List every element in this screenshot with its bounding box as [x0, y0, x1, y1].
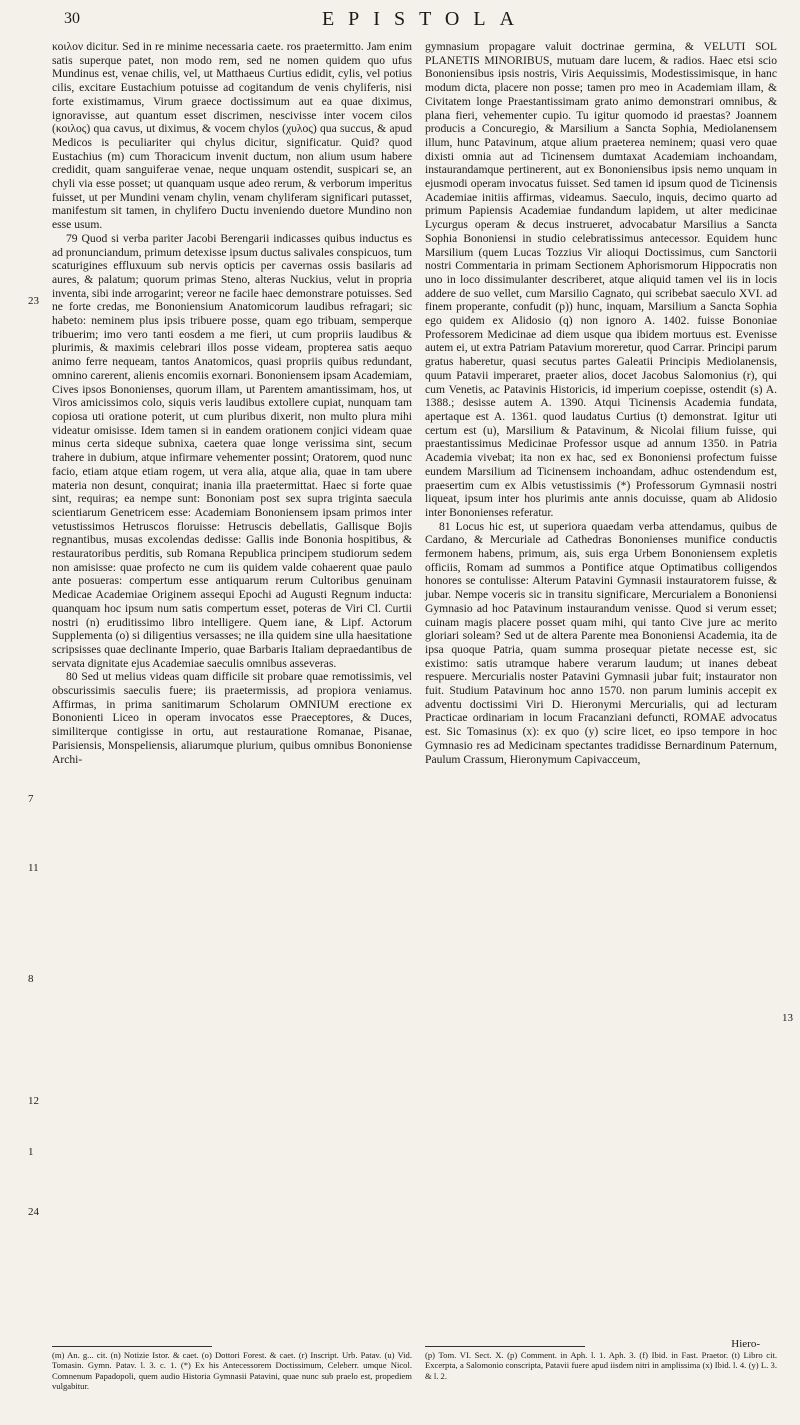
footnotes-left: (m) An. g... cit. (n) Notizie Istor. & caet. (o) Dottori Forest. & caet. (r) Inscript. Urb. Patav. (u) Vid. Tomasin. Gymn. Patav. l. 3. c. 1. (*) Ex his Antecessorem Doctissimum, Celeberr. umque Nicol. Comnenum Papadopoli, quem audio Historia Gymnasii Patavini, quae nunc sub praelo est, propediem vulgabitur.	[52, 1350, 412, 1392]
catchword: Hiero-	[731, 1338, 760, 1350]
paragraph: 79 Quod si verba pariter Jacobi Berengarii indicasses quibus inductus es ad pronunciandum, primum detexisse ipsum ductus salivales conspicuos, tum scaturigines effluxuum sub nervis opticis per cavernas ossis basilaris ad aures, & palatum; quorum primas Steno, alteras Nuckius, velut in propria inventa, sibi inde arrogarint; vereor ne facile haec demonstrare potuisses. Sed ne forte credas, me Bononiensium Anatomicorum laudibus refragari; sic habeto: neminem plus ipsis tribuere posse, quam ego tribuam, semperque tribuerim; imo vero tanti eosdem a me fieri, ut cum propriis laudibus & plurimis, & maximis celebrari illos posse videam, propterea satis aequo animo ferre nequeam, tantos Anatomicos, quasi propriis quibus redundant, omnino carerent, alienis encomiis exornari. Bononiensem ipsam Academiam, Cives ipsos Bononienses, quorum illam, ut Parentem amantissimam, hos, ut Viros amicissimos colo, siquis veris laudibus extollere cupiat, nunquam tam copiosa uti oratione poterit, ut cum pluribus dixerit, non multo plura mihi videatur omisisse. Idem tamen si in eandem orationem conjici videam quae minus certa sideque subnixa, caetera quae longe verissima sint, secum trahere in dubium, atque infirmare vehementer possint; Oratorem, quod nunc facio, etiam atque etiam rogem, ut vera alia, atque alia, quae in tam ubere materia non desunt, conquirat; inania illa praetermittat. Haec si forte quae sint, requiras; ea nempe sunt: Bononiam post sex supra triginta saecula scientiarum Genetricem esse: Academiam Bononiensem ipsam primos inter vetustissimos Hetruscos floruisse: Hetruscis debellatis, Gallisque Bojis regnantibus, musas excolendas dedisse: Gallis inde Bononia hospitibus, & restauratoribus perditis, sub Romana Republica principem studiorum sedem non amisisse: quae profecto ne cum iis quidem valde cohaerent quae paulo ante posueras: compertum esse antiquarum rerum Cultoribus genuinam Medicae Academiae Originem assequi Epochi ad Augusti Regnum inducta: quanquam hoc ipsum num satis compertum esset, poteras de Viri Cl. Curtii nostri (n) eruditissimo libro intelligere. Quem iane, & Lipf. Actorum Supplementa (o) si diligentius versasses; ne illa quidem sine ulla haesitatione scripsisses quae declinante Imperio, quae Barbaris Italiam depraedantibus de servata dignitate ejus Academiae saeculis omnibus asseveras.	[52, 231, 412, 670]
paragraph: gymnasium propagare valuit doctrinae germina, & VELUTI SOL PLANETIS MINORIBUS, mutuam dare lucem, & radios. Haec etsi scio Bononiensibus ipsis nostris, Viris Aequissimis, Modestissimisque, in hanc modum dicta, placere non posse; tamen pro meo in Academiam illam, & Civitatem longe Praestantissimam grato animo demonstrari omnibus, & plana fieri, vehementer cupio. Tu igitur quomodo id praestas? Joannem producis a Concuregio, & Marsilium a Sancta Sophia, Mediolanensem illum, hunc Patavinum, atque alium praeterea neminem; quasi vero quae dixisti omnia aut ad Ticinensem dumtaxat Academiam inchoandam, instaurandamque pertinerent, aut ex Bononiensibus ipsis nemo unquam in ejusmodi operam invocatus fuisset. Sed tamen id ipsum quod de Ticinensis Academiae initiis affirmas, videamus. Saeculo, inquis, decimo quarto ad primum Papiensis Academiae fundandum lapidem, ut alter medicinae Lycurgus operam & decus instrueret, advocabatur Marsilius a Sancta Sophia Bononiensi in studio celebratissimus antecessor. Equidem hunc Marsilium (quem Lucas Tozzius Vir alioqui Doctissimus, cum Sanctorii nostri Commentaria in primam Sectionem Aphorismorum Hippocratis non uno in loco dissimulanter describeret, atque aliquid tamen vel iis in locis addere de suo vellet, cum Marsilio Cagnato, qui scribebat saeculo XVI. ad finem properante, confudit (p)) hunc, inquam, Marsilium a Sancta Sophia ego quidem ex Alidosio (q) non ignoro A. 1402. fuisse Bononiae Professorem Medicinae ad diem usque qua ibidem mortuus est. Evenisse autem ei, ut extra Patriam Patavium moreretur, quod Carrar. Principi parum gratus haberetur, quasi secutus partes Galeatii Principis Mediolanensis, quum Patavii imperaret, praeter alios, docet Jacobus Salomonius (r), qui cum Venetis, ac Patavinis Historicis, id imperium coepisse, ostendit (s) A. 1388.; desisse autem A. 1390. Atqui Ticinensis Academia fundata, apertaque est A. 1361. quod laudatus Curtius (t) demonstrat. Igitur uti certum est (u), Marsilium & Patavinum, & Nicolai filium fuisse, qui praestantissimus Medicinae Professor usque ad annum 1350. in Patria Academia vivebat; ita non ex hac, sed ex Bononiensi profectum fuisse eundem Marsilium ad Ticinensem inchoandam, adhuc ostendendum est, praesertim cum ex Albis vetustissimis (*) Professorum Gymnasii nostri liqueat, ipsum inter hos plurimis ante annis docuisse, quam ab Alidosio inter Bononienses referatur.	[425, 40, 777, 519]
running-title: EPISTOLA	[321, 8, 529, 30]
margin-number: 1	[28, 1146, 34, 1158]
margin-number: 13	[782, 1012, 793, 1024]
paragraph: κοιλον dicitur. Sed in re minime necessaria caete. ros praetermitto. Jam enim satis superque patet, non modo rem, sed ne nomen quidem quo ufus Mundinus est, venae chilis, vel, ut Matthaeus Curtius edidit, cylis, vel potius cilis, excitare Eustachium potuisse ad cogitandum de venis chyliferis, nisi forte existimamus, Virum graece doctissimum aut ea quae diximus, ignoravisse, aut quantum esset discrimen, nescivisse inter vocem cilos (κοιλος) qua cavus, ut diximus, & vocem chylos (χυλος) qua succus, & apud Medicos is peculiariter qui chylus dicitur, significatur. Quid? quod Eustachius (m) cum Thoracicum invenit ductum, non alium usum habere credidit, quam sanguiferae venae, neque unquam ostendit, suspicari se, an chyli via esse posset; ut quanquam usque adeo rerum, & verborum imperitus fuisset, ut per Mundini venam chylin, venam chyliferam significari putasset, manifestum sit tamen, in chylifero Ductu inveniendo duetore Mundino non esse usum.	[52, 40, 412, 232]
running-header	[60, 8, 760, 38]
margin-number: 24	[28, 1206, 39, 1218]
paragraph: 81 Locus hic est, ut superiora quaedam verba attendamus, quibus de Cardano, & Mercuriale ad Cathedras Bononienses munifice conductis fermonem habens, primum, ais, suis erga Urbem Bononiensem expletis officiis, Romam ad summos a Pontifice atque Optimatibus colligendos honores se contulisse: Alterum Patavini Gymnasii instauratorem fuisse, & jubar. Nempe voceris sic in transitu significare, Mercurialem a Bononiensi Gymnasio ad hoc Patavinum instaurandum venisse. Quod si verum esset; cuinam magis placere posset quam mihi, qui tanto Cive jure ac merito gloriari soleam? Sed ut de altera Parente mea Bononiensi Academia, ita de ipsa quoque Patria, quam summa prosequar pietate necesse est, sic existimo: satis utramque habere verarum laudum; ut inanes debeat respuere. Mercurialis noster Patavini Gymnasii jubar fuit; instaurator non fuit. Studium Patavinum hoc anno 1570. non parum luminis accepit ex adventu doctissimi Viri D. Hieronymi Mercurialis, qui ad lecturam Practicae ordinariam in locum Fracanziani defuncti, ROMAE advocatus est. Sic Tomasinus (x): ex quo (y) scire licet, eo ipso tempore in hoc Gymnasio res ad Medicinam spectantes tradidisse Bernardinum Paternum, Paulum Crassum, Hieronymum Capivacceum,	[425, 519, 777, 766]
left-column	[52, 40, 412, 766]
footnotes-right: (p) Tom. VI. Sect. X. (p) Comment. in Aph. l. 1. Aph. 3. (f) Ibid. in Fast. Praetor. (t) Libro cit. Excerpta, a Salomonio conscripta, Patavii fuere apud iisdem nitri in amplissima (x) Ibid. l. 4. (y) L. 3. & l. 2.	[425, 1350, 777, 1381]
footnote-rule	[52, 1346, 212, 1347]
margin-number: 7	[28, 793, 34, 805]
margin-number: 12	[28, 1095, 39, 1107]
paragraph: 80 Sed ut melius videas quam difficile sit probare quae remotissimis, vel obscurissimis saeculis fuere; iis praetermissis, ad propiora veniamus. Affirmas, in prima sanitimarum Scholarum OMNIUM erectione ex Bononienti Liceo in operam invocatos esse Praeceptores, & Duces, similiterque contigisse in ortu, aut restauratione Romanae, Pisanae, Parisiensis, Monspeliensis, aliarumque plurium, quibus omnibus Bononiense Archi-	[52, 670, 412, 766]
margin-number: 8	[28, 973, 34, 985]
footnote-rule	[425, 1346, 585, 1347]
margin-number: 23	[28, 295, 39, 307]
right-column	[425, 40, 777, 766]
page-number: 30	[64, 10, 80, 27]
margin-number: 11	[28, 862, 39, 874]
